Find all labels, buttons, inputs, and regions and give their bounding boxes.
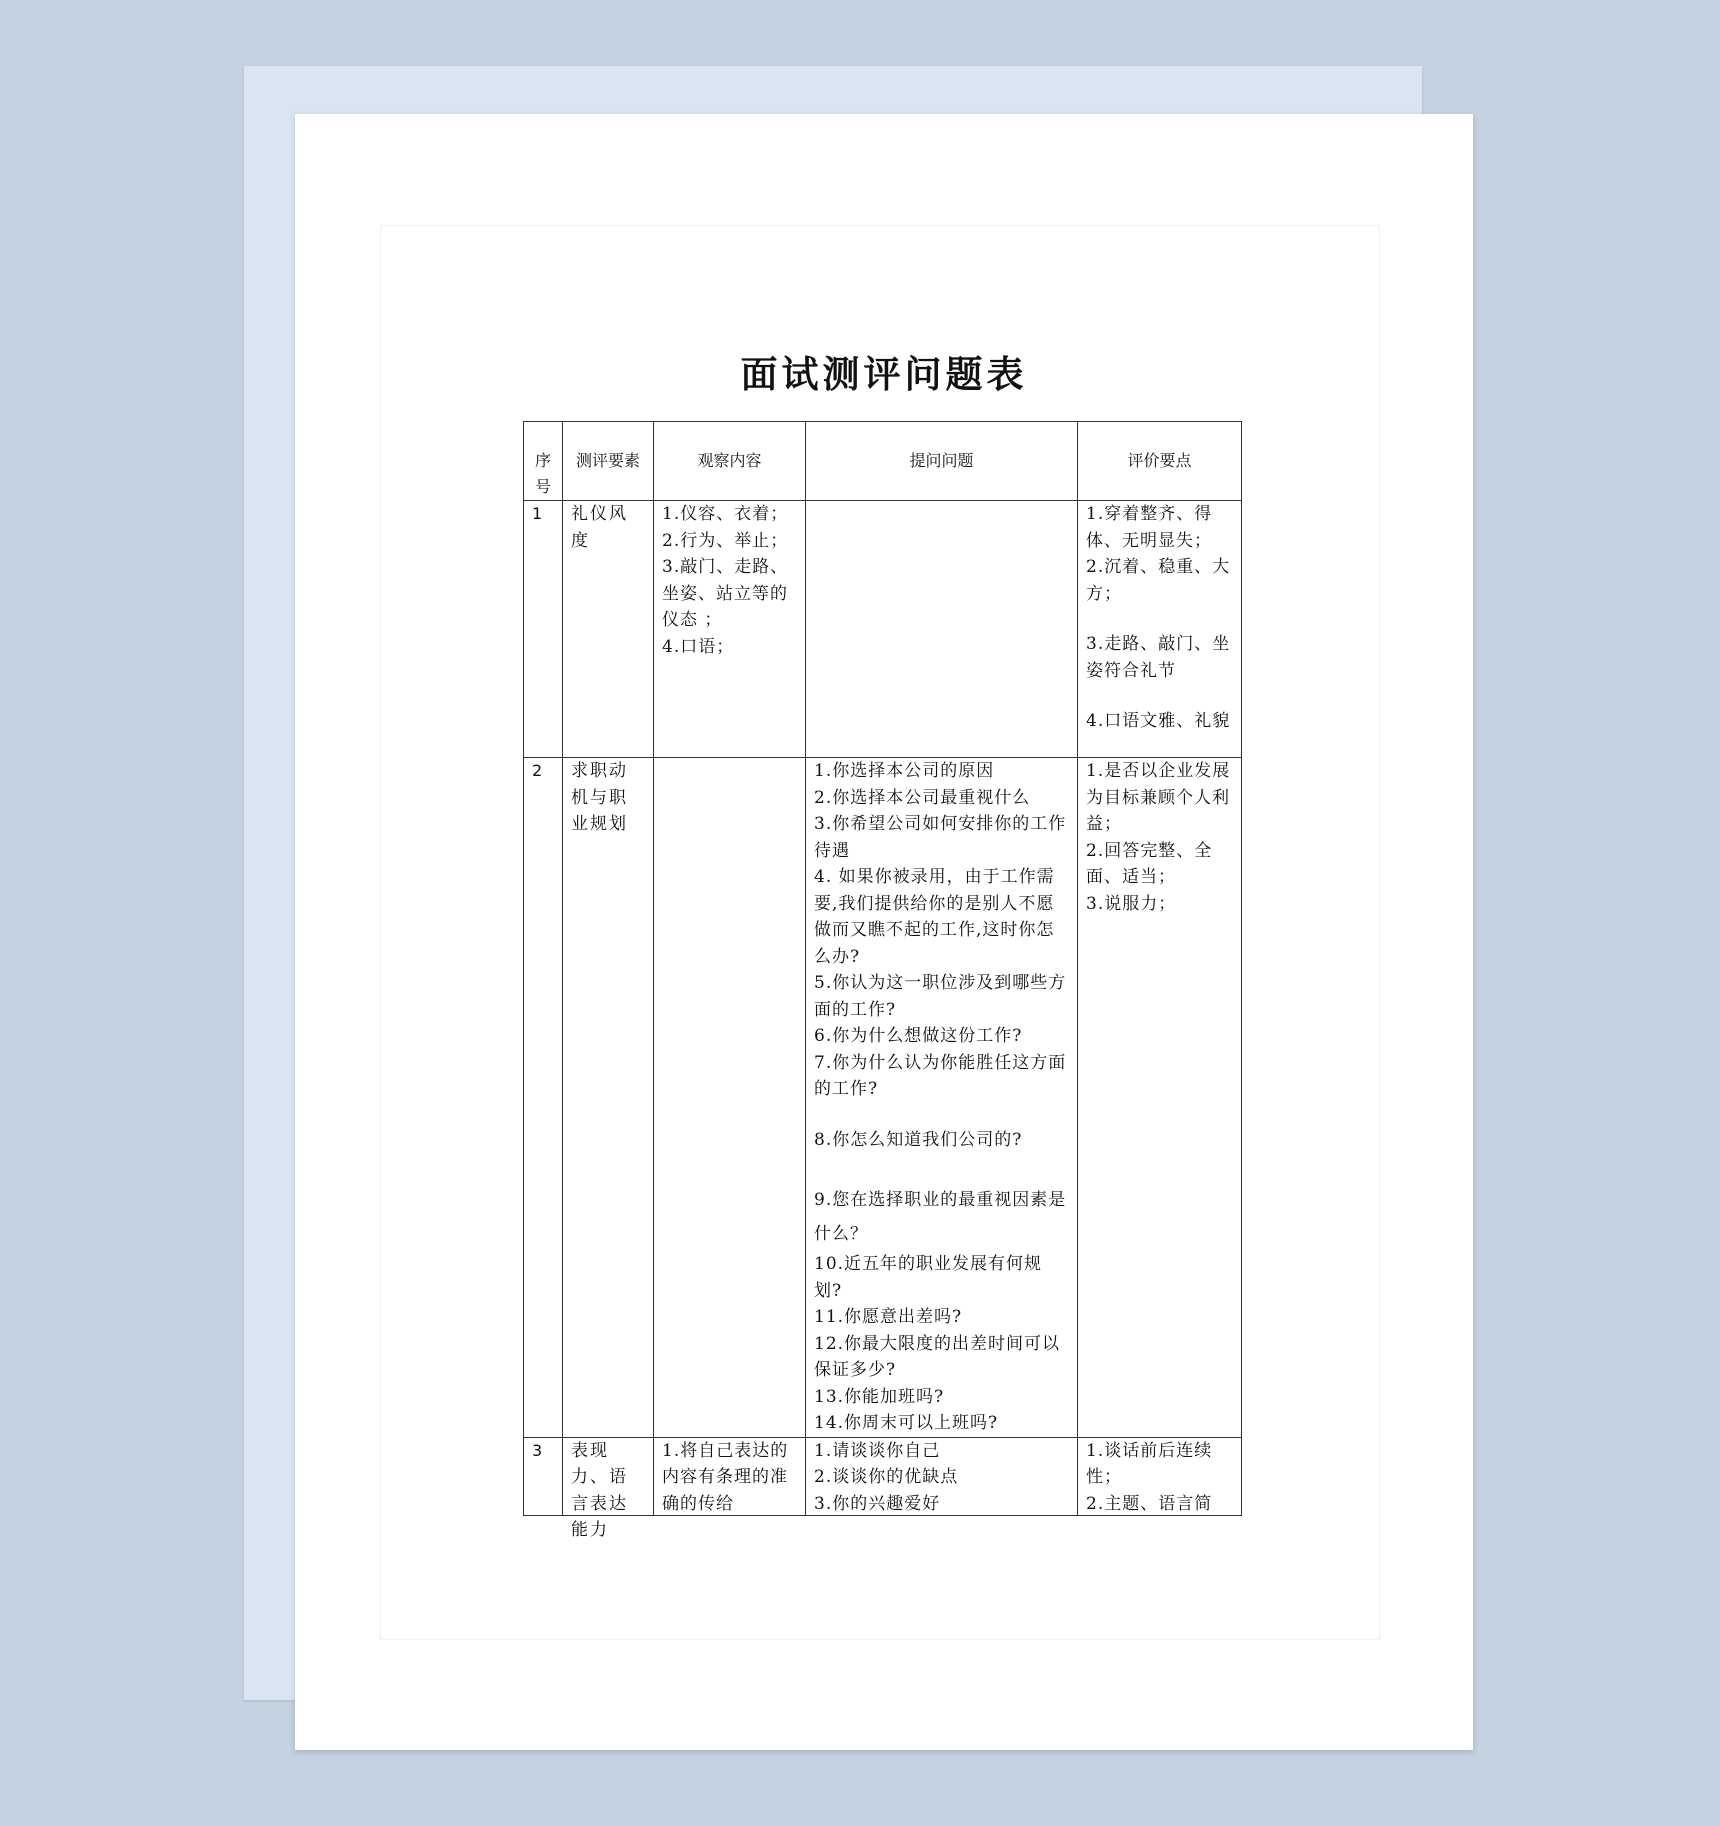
point-item: 4.口语文雅、礼貌 [1086, 711, 1231, 731]
row-questions [806, 1437, 1078, 1515]
question-item: 11.你愿意出差吗? [814, 1307, 963, 1327]
row-points [1078, 758, 1242, 1438]
question-item: 2.你选择本公司最重视什么 [814, 787, 1031, 808]
question-item: 10.近五年的职业发展有何规划? [814, 1254, 1043, 1301]
point-item: 2.主题、语言简 [1086, 1493, 1213, 1514]
header-observe: 观察内容 [654, 422, 806, 501]
points-clip [1086, 1438, 1233, 1515]
spacer [814, 1103, 1069, 1127]
point-item: 1.是否以企业发展为目标兼顾个人利益； [1086, 761, 1231, 834]
spacer [814, 1153, 1069, 1183]
question-item: 8.你怎么知道我们公司的? [814, 1129, 1023, 1150]
table-row [524, 758, 1242, 1438]
question-item: 5.你认为这一职位涉及到哪些方面的工作? [814, 973, 1067, 1020]
observe-item: 4.口语； [662, 636, 735, 657]
question-item: 6.你为什么想做这份工作? [814, 1026, 1023, 1046]
table-header-row [524, 422, 1242, 501]
question-item: 9.您在选择职业的最重视因素是什么？ [814, 1190, 1067, 1244]
question-item: 4. 如果你被录用，由于工作需要,我们提供给你的是别人不愿做而又瞧不起的工作,这时你怎么办? [814, 867, 1055, 967]
question-item: 1.你选择本公司的原因 [814, 761, 995, 781]
point-item: 3.说服力； [1086, 893, 1177, 914]
table-row [524, 1437, 1242, 1515]
row-factor [563, 1437, 654, 1540]
document-title: 面试测评问题表 [740, 352, 1028, 396]
header-questions: 提问问题 [806, 422, 1078, 501]
question-item: 12.你最大限度的出差时间可以保证多少? [814, 1333, 1061, 1380]
evaluation-table [523, 421, 1242, 1540]
spacer [1086, 607, 1233, 631]
row-factor: 求职动机与职业规划 [563, 758, 654, 1438]
row-factor: 礼仪风度 [563, 501, 654, 758]
row-no: 1 [524, 501, 563, 758]
point-item: 1.谈话前后连续性； [1086, 1440, 1213, 1487]
table-row [524, 501, 1242, 758]
observe-item: 1.将自己表达的内容有条理的准确的传给 [662, 1440, 789, 1514]
row-factor-text: 表现力、语言表达能力 [571, 1440, 628, 1540]
observe-item: 2.行为、举止； [662, 530, 789, 551]
point-item: 1.穿着整齐、得体、无明显失； [1086, 504, 1213, 551]
question-item: 1.请谈谈你自己 [814, 1440, 941, 1461]
point-item: 3.走路、敲门、坐姿符合礼节 [1086, 634, 1231, 681]
row-points [1078, 1437, 1242, 1515]
row-observe [654, 1437, 806, 1515]
header-no: 序号 [524, 422, 563, 501]
question-item: 7.你为什么认为你能胜任这方面的工作? [814, 1052, 1067, 1099]
observe-item: 1.仪容、衣着； [662, 504, 789, 524]
question-item: 14.你周末可以上班吗? [814, 1413, 999, 1433]
point-item: 2.沉着、稳重、大方； [1086, 557, 1231, 604]
point-item: 2.回答完整、全面、适当； [1086, 840, 1213, 887]
questions-clip [814, 1438, 1069, 1515]
header-points: 评价要点 [1078, 422, 1242, 501]
question-item: 2.谈谈你的优缺点 [814, 1467, 959, 1487]
row-questions [806, 758, 1078, 1438]
observe-clip [662, 1438, 797, 1515]
document-page [295, 114, 1473, 1750]
row-no: 2 [524, 758, 563, 1438]
question-item: 13.你能加班吗? [814, 1386, 945, 1407]
observe-item: 3.敲门、走路、坐姿、站立等的仪态 ； [662, 557, 789, 630]
row-no-text: 3 [532, 1440, 543, 1460]
row-observe [654, 758, 806, 1438]
spacer [1086, 684, 1233, 708]
row-questions [806, 501, 1078, 758]
question-item: 3.你希望公司如何安排你的工作待遇 [814, 814, 1067, 861]
header-factor: 测评要素 [563, 422, 654, 501]
row-no [524, 1437, 563, 1515]
row-points [1078, 501, 1242, 758]
question-item: 3.你的兴趣爱好 [814, 1493, 941, 1514]
row-observe [654, 501, 806, 758]
